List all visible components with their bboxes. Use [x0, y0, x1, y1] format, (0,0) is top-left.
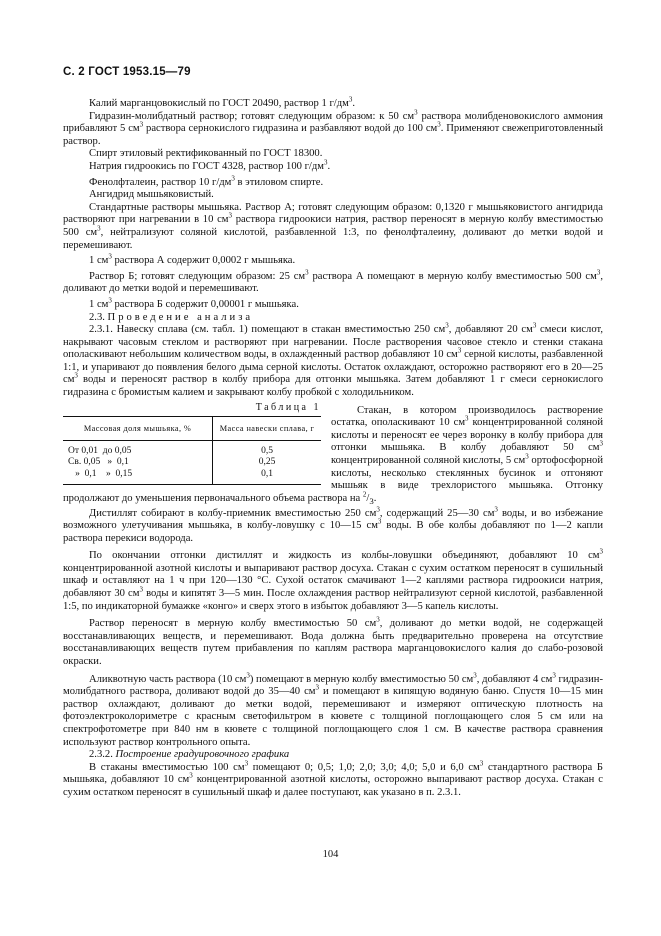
- page-number: 104: [322, 849, 339, 860]
- paragraph: Раствор переносят в мерную колбу вместимостью 50 $см^3$, доливают до метки водой, не содержащей восстанавливающих веществ, и перемешивают. Вода должна быть предварительно проверена на отсутствие восстанавливающих веществ путем прибавления по каплям раствора марганцовокислого калия до слабо-розовой окраски.: [63, 615, 603, 668]
- paragraph: 1 $см^3$ раствора Б содержит 0,00001 г мышьяка.: [89, 296, 299, 310]
- paragraph: Натрия гидроокись по ГОСТ 4328, раствор 100 $г/дм^3$.: [89, 158, 331, 172]
- paragraph: Дистиллят собирают в колбу-приемник вместимостью 250 $см^3$, содержащий 25—30 $см^3$ воды, и во избежание возможного улетучивания мышьяка, в колбу-ловушку с 10—15 $см^3$ воды. В обе колбы добавляют по 1—2 капли раствора перекиси водорода.: [63, 504, 604, 544]
- paragraph: Ангидрид мышьяковистый.: [89, 189, 214, 201]
- paragraph: 2.3.1. Навеску сплава (см. табл. 1) помещают в стакан вместимостью 250 $см^3$, добавляют 20 $см^3$ смеси кислот, накрывают часовым стеклом и растворяют при нагревании. После растворения часовое стекло и стенки стакана ополаскивают небольшим количеством воды, в охлажденный раствор добавляют 10 $см^3$ серной кислоты, разбавленной 1:1, и упаривают до появления белого дыма серной кислоты. Остаток охлаждают, осторожно растворяют его в 20—25 $см^3$ воды и переносят раствор в колбу прибора для отгонки мышьяка. Затем добавляют 1 г смеси сернокислого гидразина с бромистым калием и закрывают колбу пробкой с холодильником.: [63, 321, 603, 399]
- table-row: От 0,01 до 0,05 0,5: [63, 441, 321, 458]
- table-row: » 0,1 » 0,15 0,1: [63, 469, 321, 485]
- paragraph: Калий марганцовокислый по ГОСТ 20490, раствор 1 $г/дм^3$.: [89, 95, 355, 109]
- page-header: С. 2 ГОСТ 1953.15—79: [63, 66, 191, 78]
- paragraph: Стакан, в котором производилось растворение остатка, ополаскивают 10 $см^3$ концентрированной соляной кислоты и переносят ее через воронку в колбу прибора для отгонки мышьяка. В колбу добавляют 50 $см^3$ концентрированной соляной кислоты, 5 $см^3$ ортофосфорной кислоты, несколько стеклянных бусинок и отгоняют мышьяк в виде трехлористого мышьяка. Отгонку продолжают до уменьшения первоначального объема раствора на $^2/_3$.: [63, 404, 603, 506]
- section-heading: 2.3.2. Построение градуировочного графика: [89, 749, 290, 761]
- table-caption: Таблица 1: [255, 401, 321, 413]
- paragraph: Спирт этиловый ректификованный по ГОСТ 18300.: [89, 148, 323, 160]
- paragraph: 1 $см^3$ раствора А содержит 0,0002 г мышьяка.: [89, 252, 296, 267]
- section-heading: 2.3. Проведение анализа: [89, 311, 254, 323]
- table-row: Св. 0,05 » 0,1 0,25: [63, 457, 321, 468]
- paragraph: Раствор Б; готовят следующим образом: 25 $см^3$ раствора А помещают в мерную колбу вместимостью 500 $см^3$, доливают до метки водой и перемешивают.: [63, 268, 603, 295]
- paragraph: В стаканы вместимостью 100 $см^3$ помещают 0; 0,5; 1,0; 2,0; 3,0; 4,0; 5,0 и 6,0 $см^3$ стандартного раствора Б мышьяка, добавляют 10 $см^3$ концентрированной азотной кислоты, осторожно выпаривают раствор досуха. Стакан с сухим остатком переносят в сушильный шкаф и далее поступают, как указано в п. 2.3.1.: [63, 759, 604, 798]
- table-1: [63, 402, 321, 485]
- paragraph: Фенолфталеин, раствор 10 $г/дм^3$ в этиловом спирте.: [89, 174, 324, 188]
- paragraph: Аликвотную часть раствора (10 $см^3$) помещают в мерную колбу вместимостью 50 $см^3$, добавляют 4 $см^3$ гидразин-молибдатного раствора, доливают водой до 35—40 $см^3$ и помещают в кипящую водяную баню. Спустя 10—15 мин раствор охлаждают, доливают до метки водой, перемешивают и измеряют оптическую плотность на фотоэлектроколориметре с красным светофильтром в кювете с толщиной поглощающего слоя 5 см или на спектрофотометре при 840 нм в кювете с толщиной поглощающего слоя 1 см. В качестве раствора сравнения используют раствор контрольного опыта.: [63, 671, 603, 748]
- paragraph: По окончании отгонки дистиллят и жидкость из колбы-ловушки объединяют, добавляют 10 $см^3$ концентрированной азотной кислоты и выпаривают раствор досуха. Стакан с сухим остатком переносят в сушильный шкаф и оставляют на 1 ч при 120—130 °С. Сухой остаток смачивают 1—2 каплями раствора гидроокиси натрия, добавляют 30 $см^3$ воды и кипятят 3—5 мин. После охлаждения раствор нейтрализуют серной кислотой, разбавленной 1:5, по индикаторной бумажке «конго» и сверх этого в избыток добавляют 3—5 капель кислоты.: [63, 547, 603, 612]
- paragraph: Стандартные растворы мышьяка. Раствор А; готовят следующим образом: 0,1320 г мышьяковистого ангидрида растворяют при нагревании в 10 $см^3$ раствора гидроокиси натрия, раствор переносят в мерную колбу вместимостью 500 $см^3$, нейтрализуют соляной кислотой, разбавленной 1:3, по фенолфталеину, доливают до метки водой и перемешивают.: [63, 201, 603, 251]
- paragraph: Гидразин-молибдатный раствор; готовят следующим образом: к 50 $см^3$ раствора молибденовокислого аммония прибавляют 5 $см^3$ раствора сернокислого гидразина и разбавляют водой до 100 $см^3$. Применяют свежеприготовленный раствор.: [63, 108, 603, 147]
- document-body: [63, 95, 604, 800]
- sample-mass-table: [63, 416, 321, 485]
- table-header-mass: Масса навески сплава, г: [213, 417, 321, 441]
- table-header-arsenic: Массовая доля мышьяка, %: [63, 417, 213, 441]
